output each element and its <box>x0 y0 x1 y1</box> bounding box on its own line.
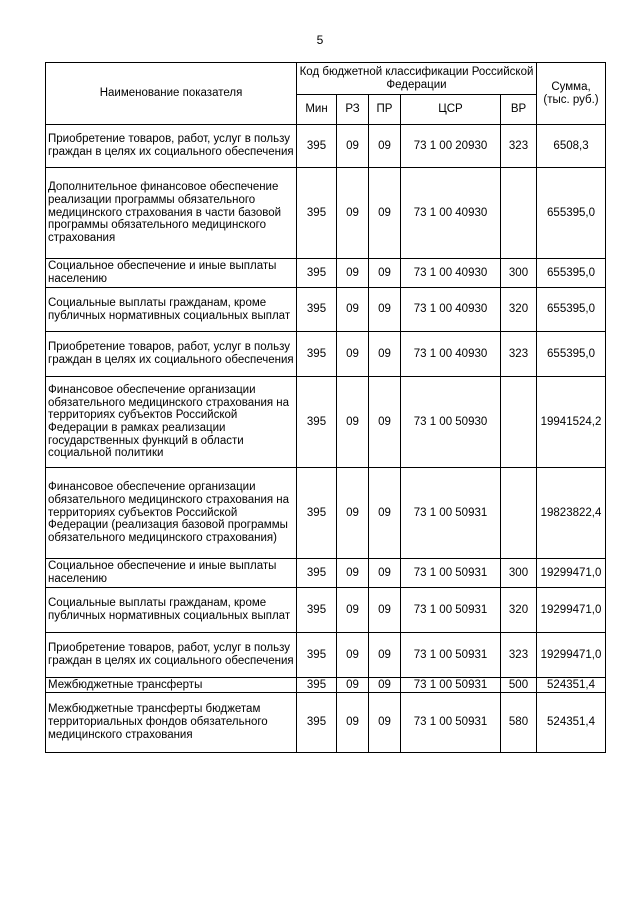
row-vr: 500 <box>501 678 537 693</box>
row-pr: 09 <box>369 559 401 588</box>
header-csr: ЦСР <box>401 95 501 125</box>
row-pr: 09 <box>369 125 401 168</box>
row-vr: 323 <box>501 633 537 678</box>
row-pr: 09 <box>369 377 401 468</box>
row-sum: 524351,4 <box>537 693 606 753</box>
row-csr: 73 1 00 40930 <box>401 259 501 288</box>
page-number: 5 <box>316 33 324 47</box>
budget-table <box>45 62 606 753</box>
row-sum: 19823822,4 <box>537 468 606 559</box>
row-min: 395 <box>297 288 337 332</box>
row-rz: 09 <box>337 468 369 559</box>
row-name: Межбюджетные трансферты бюджетам территориальных фондов обязательного медицинского страхования <box>46 693 297 753</box>
row-rz: 09 <box>337 332 369 377</box>
row-rz: 09 <box>337 588 369 633</box>
row-sum: 524351,4 <box>537 678 606 693</box>
row-pr: 09 <box>369 633 401 678</box>
row-vr: 320 <box>501 288 537 332</box>
header-pr: ПР <box>369 95 401 125</box>
row-sum: 19941524,2 <box>537 377 606 468</box>
row-min: 395 <box>297 168 337 259</box>
row-rz: 09 <box>337 678 369 693</box>
row-csr: 73 1 00 20930 <box>401 125 501 168</box>
row-vr: 320 <box>501 588 537 633</box>
row-pr: 09 <box>369 693 401 753</box>
row-pr: 09 <box>369 259 401 288</box>
row-name: Финансовое обеспечение организации обязательного медицинского страхования на территориях субъектов Российской Федерации в рамках реализации государственных функций в области социальной политики <box>46 377 297 468</box>
row-name: Социальное обеспечение и иные выплаты населению <box>46 559 297 588</box>
table-row <box>46 332 606 377</box>
row-rz: 09 <box>337 633 369 678</box>
table-row <box>46 259 606 288</box>
row-vr <box>501 168 537 259</box>
row-rz: 09 <box>337 125 369 168</box>
row-min: 395 <box>297 559 337 588</box>
row-sum: 19299471,0 <box>537 633 606 678</box>
header-rz: РЗ <box>337 95 369 125</box>
row-rz: 09 <box>337 288 369 332</box>
row-vr: 300 <box>501 259 537 288</box>
row-rz: 09 <box>337 168 369 259</box>
row-rz: 09 <box>337 259 369 288</box>
row-name: Социальные выплаты гражданам, кроме публичных нормативных социальных выплат <box>46 288 297 332</box>
row-csr: 73 1 00 40930 <box>401 168 501 259</box>
row-min: 395 <box>297 633 337 678</box>
row-name: Социальные выплаты гражданам, кроме публичных нормативных социальных выплат <box>46 588 297 633</box>
row-min: 395 <box>297 693 337 753</box>
row-csr: 73 1 00 50931 <box>401 633 501 678</box>
table-row <box>46 288 606 332</box>
row-name: Приобретение товаров, работ, услуг в пользу граждан в целях их социального обеспечения <box>46 633 297 678</box>
row-rz: 09 <box>337 693 369 753</box>
table-row <box>46 588 606 633</box>
table-row <box>46 168 606 259</box>
header-vr: ВР <box>501 95 537 125</box>
row-name: Приобретение товаров, работ, услуг в пользу граждан в целях их социального обеспечения <box>46 332 297 377</box>
row-csr: 73 1 00 50931 <box>401 588 501 633</box>
header-code-group: Код бюджетной классификации Российской Федерации <box>297 63 537 95</box>
row-vr: 300 <box>501 559 537 588</box>
row-name: Финансовое обеспечение организации обязательного медицинского страхования на территориях субъектов Российской Федерации (реализация базовой программы обязательного медицинского страхования) <box>46 468 297 559</box>
row-vr <box>501 377 537 468</box>
row-pr: 09 <box>369 168 401 259</box>
row-min: 395 <box>297 377 337 468</box>
row-csr: 73 1 00 50931 <box>401 468 501 559</box>
row-rz: 09 <box>337 559 369 588</box>
row-pr: 09 <box>369 678 401 693</box>
row-sum: 19299471,0 <box>537 588 606 633</box>
table-row <box>46 633 606 678</box>
row-min: 395 <box>297 259 337 288</box>
header-min: Мин <box>297 95 337 125</box>
row-name: Приобретение товаров, работ, услуг в пользу граждан в целях их социального обеспечения <box>46 125 297 168</box>
row-name: Дополнительное финансовое обеспечение реализации программы обязательного медицинского страхования в части базовой программы обязательного медицинского страхования <box>46 168 297 259</box>
row-vr: 323 <box>501 332 537 377</box>
row-min: 395 <box>297 678 337 693</box>
table-row <box>46 468 606 559</box>
row-vr: 580 <box>501 693 537 753</box>
row-csr: 73 1 00 50931 <box>401 693 501 753</box>
row-min: 395 <box>297 332 337 377</box>
table-row <box>46 377 606 468</box>
row-min: 395 <box>297 125 337 168</box>
header-sum: Сумма, (тыс. руб.) <box>537 63 606 125</box>
row-pr: 09 <box>369 468 401 559</box>
header-name: Наименование показателя <box>46 63 297 125</box>
table-row <box>46 559 606 588</box>
row-min: 395 <box>297 468 337 559</box>
row-csr: 73 1 00 40930 <box>401 288 501 332</box>
row-vr <box>501 468 537 559</box>
row-min: 395 <box>297 588 337 633</box>
table-row <box>46 125 606 168</box>
row-sum: 655395,0 <box>537 168 606 259</box>
row-vr: 323 <box>501 125 537 168</box>
table-row <box>46 693 606 753</box>
row-csr: 73 1 00 50930 <box>401 377 501 468</box>
row-pr: 09 <box>369 288 401 332</box>
row-sum: 19299471,0 <box>537 559 606 588</box>
row-csr: 73 1 00 50931 <box>401 678 501 693</box>
row-name: Межбюджетные трансферты <box>46 678 297 693</box>
row-pr: 09 <box>369 588 401 633</box>
row-sum: 655395,0 <box>537 288 606 332</box>
row-name: Социальное обеспечение и иные выплаты населению <box>46 259 297 288</box>
row-sum: 655395,0 <box>537 259 606 288</box>
row-rz: 09 <box>337 377 369 468</box>
row-sum: 655395,0 <box>537 332 606 377</box>
row-pr: 09 <box>369 332 401 377</box>
row-csr: 73 1 00 40930 <box>401 332 501 377</box>
table-row <box>46 678 606 693</box>
row-sum: 6508,3 <box>537 125 606 168</box>
row-csr: 73 1 00 50931 <box>401 559 501 588</box>
